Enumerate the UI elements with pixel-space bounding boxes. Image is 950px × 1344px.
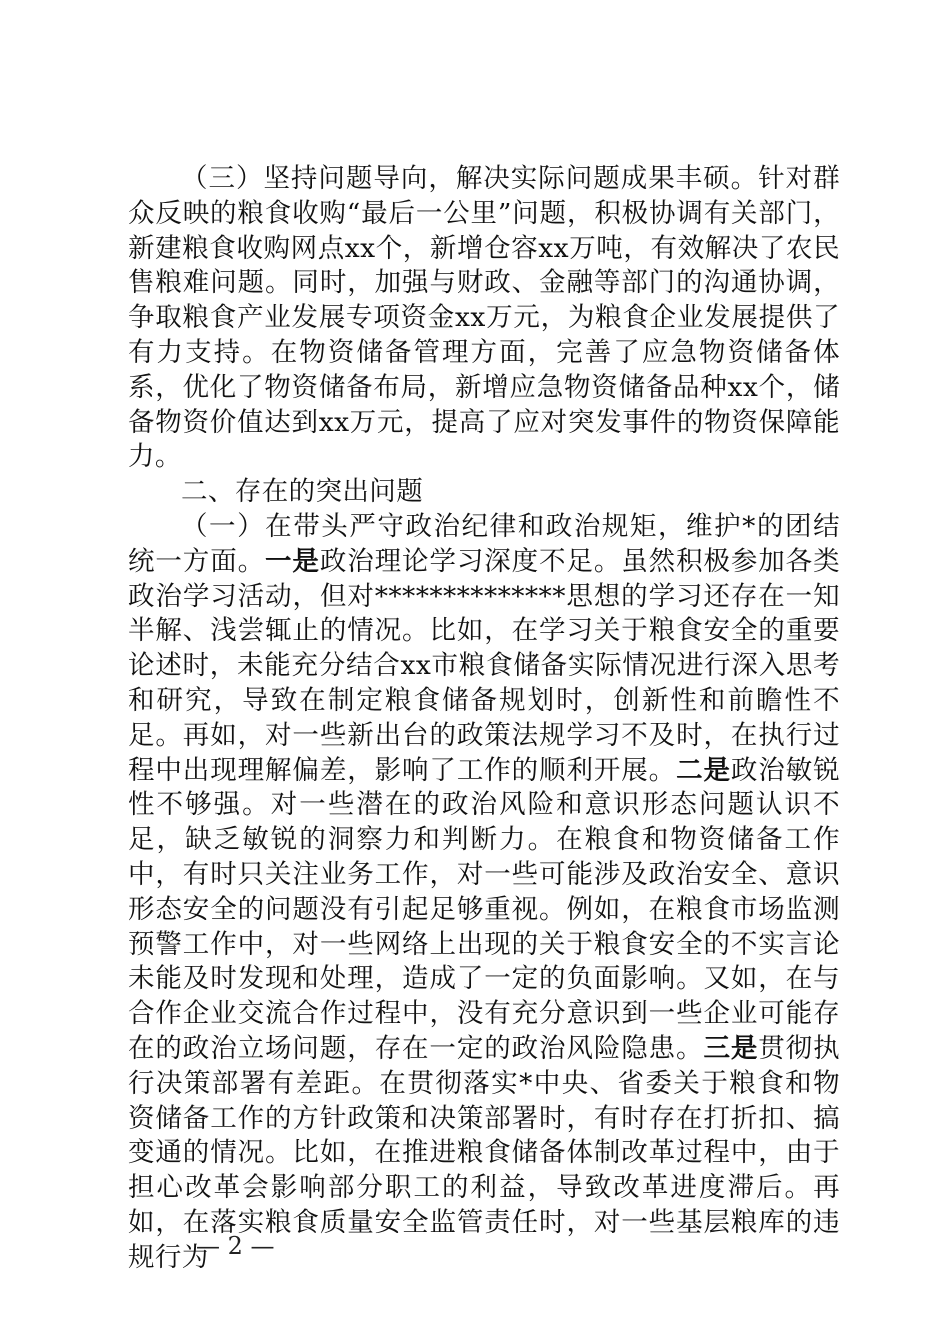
document-body xyxy=(128,162,840,1276)
point-2-text: 政治敏锐性不够强。对一些潜在的政治风险和意识形态问题认识不足，缺乏敏锐的洞察力和判断力。在粮食和物资储备工作中，有时只关注业务工作，对一些可能涉及政治安全、意识形态安全的问题没有引起足够重视。例如，在粮食市场监测预警工作中，对一些网络上出现的关于粮食安全的不实言论未能及时发现和处理，造成了一定的负面影响。又如，在与合作企业交流合作过程中，没有充分意识到一些企业可能存在的政治立场问题，存在一定的政治风险隐患。 xyxy=(128,754,840,1064)
paragraph-achievements-3: （三）坚持问题导向，解决实际问题成果丰硕。针对群众反映的粮食收购“最后一公里”问题，积极协调有关部门，新建粮食收购网点xx个，新增仓容xx万吨，有效解决了农民售粮难问题。同时，加强与财政、金融等部门的沟通协调，争取粮食产业发展专项资金xx万元，为粮食企业发展提供了有力支持。在物资储备管理方面，完善了应急物资储备体系，优化了物资储备布局，新增应急物资储备品种xx个，储备物资价值达到xx万元，提高了应对突发事件的物资保障能力。 xyxy=(128,163,840,473)
point-3-text: 贯彻执行决策部署有差距。在贯彻落实*中央、省委关于粮食和物资储备工作的方针政策和决策部署时，有时存在打折扣、搞变通的情况。比如，在推进粮食储备体制改革过程中，由于担心改革会影响部分职工的利益，导致改革进度滞后。再如，在落实粮食质量安全监管责任时，对一些基层粮库的违规行为 xyxy=(128,1032,840,1273)
point-3-label: 三是 xyxy=(703,1032,759,1064)
section-heading-problems: 二、存在的突出问题 xyxy=(181,476,424,508)
page-number: — 2 — xyxy=(196,1232,275,1260)
point-1-text: 政治理论学习深度不足。虽然积极参加各类政治学习活动，但对**************思想的学习还存在一知半解、浅尝辄止的情况。比如，在学习关于粮食安全的重要论述时，未能充分结合xx市粮食储备实际情况进行深入思考和研究，导致在制定粮食储备规划时，创新性和前瞻性不足。再如，对一些新出台的政策法规学习不及时，在执行过程中出现理解偏差，影响了工作的顺利开展。 xyxy=(128,545,840,786)
problem-intro: （一）在带头严守政治纪律和政治规矩，维护*的团结统一方面。 xyxy=(128,510,840,577)
point-1-label: 一是 xyxy=(265,545,320,577)
point-2-label: 二是 xyxy=(676,754,731,786)
paragraph-problems-1 xyxy=(128,510,840,1276)
